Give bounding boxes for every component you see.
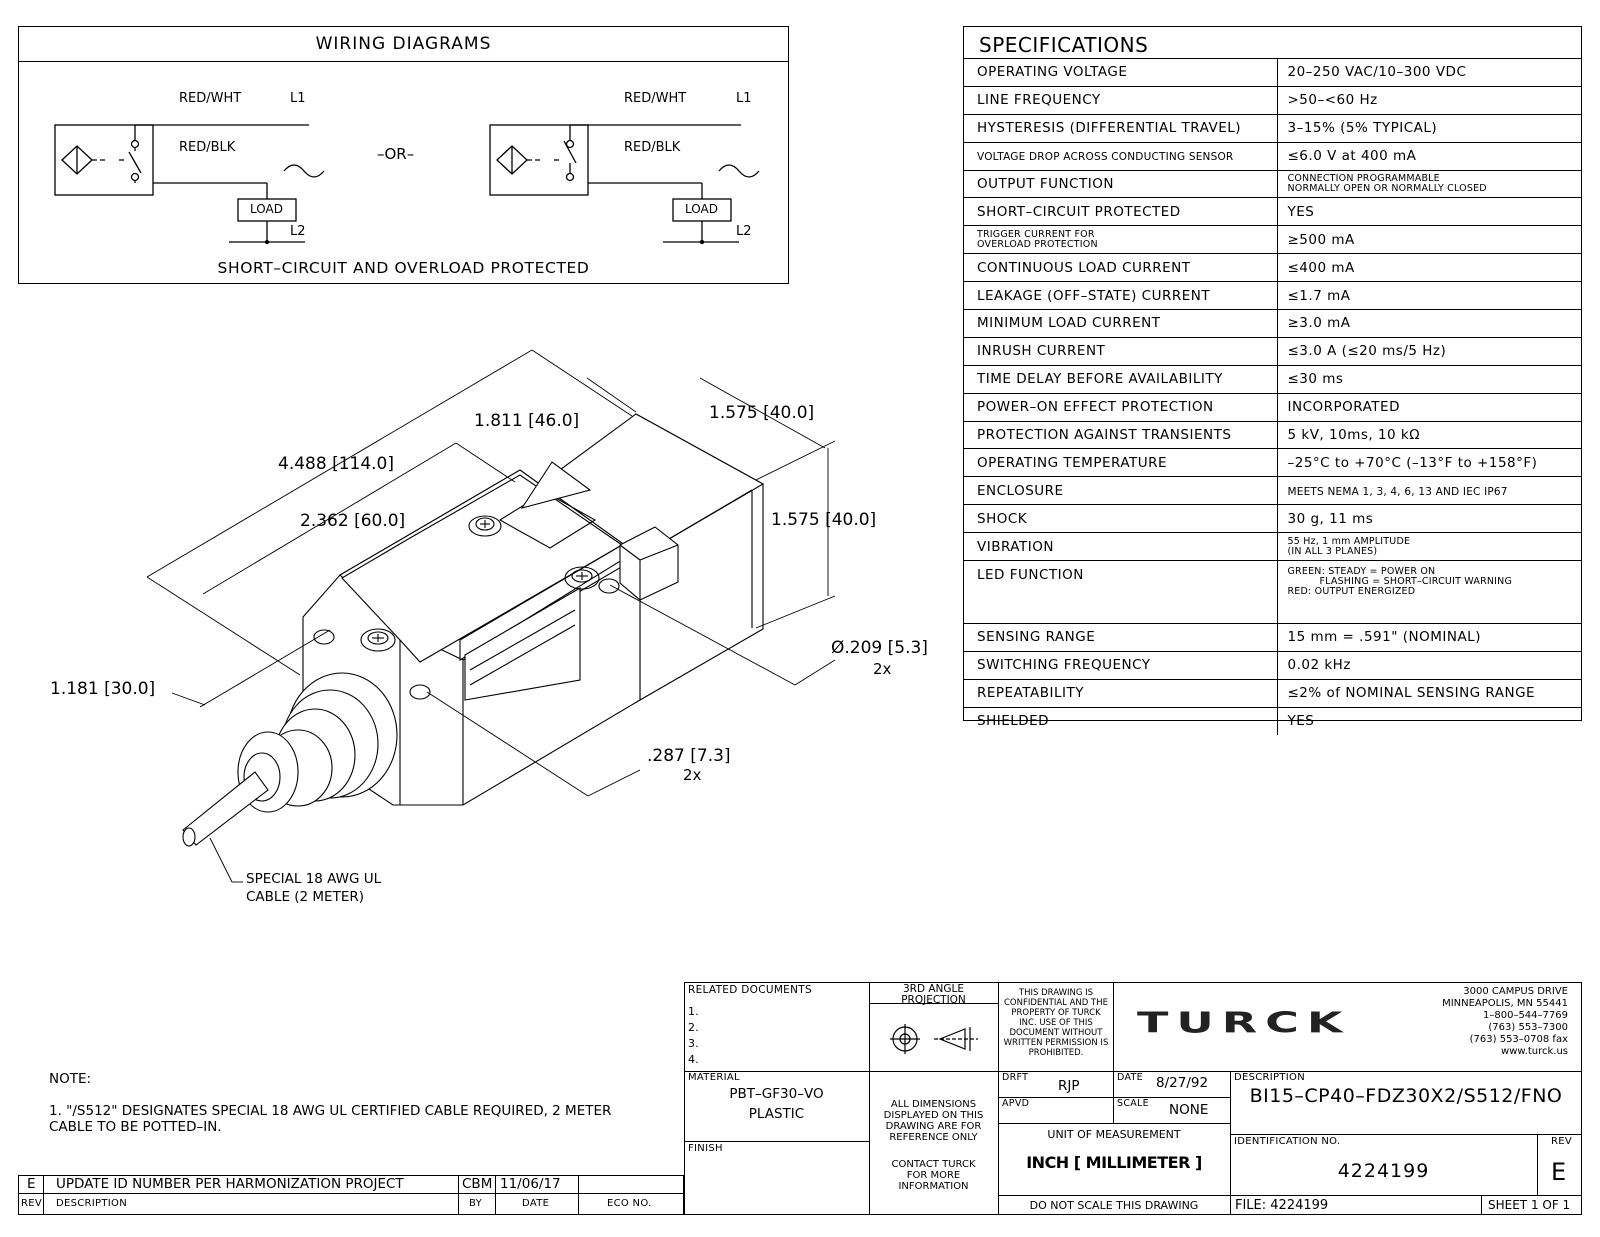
file-value: FILE: 4224199 <box>1235 1198 1329 1213</box>
label-red-blk-left: RED/BLK <box>179 140 236 155</box>
spec-row <box>964 114 1581 142</box>
wiring-footer: SHORT–CIRCUIT AND OVERLOAD PROTECTED <box>217 259 590 277</box>
label-or: –OR– <box>377 145 415 163</box>
drft-label: DRFT <box>1002 1072 1029 1083</box>
note-title: NOTE: <box>49 1071 92 1087</box>
spec-label: SHORT–CIRCUIT PROTECTED <box>964 198 1277 226</box>
projection-label-2: PROJECTION <box>901 994 966 1006</box>
related-doc-3: 3. <box>688 1037 700 1050</box>
rev-hdr-eco: ECO NO. <box>607 1198 652 1209</box>
spec-label: SHIELDED <box>977 713 1050 730</box>
spec-value: >50–<60 Hz <box>1277 86 1581 114</box>
scale-label: SCALE <box>1117 1098 1149 1109</box>
spec-label: TIME DELAY BEFORE AVAILABILITY <box>964 365 1277 393</box>
specifications-title: SPECIFICATIONS <box>964 27 1581 59</box>
spec-row <box>964 707 1581 734</box>
rev-hdr-date: DATE <box>522 1198 550 1209</box>
spec-value: 15 mm = .591" (NOMINAL) <box>1277 624 1581 652</box>
spec-row <box>964 86 1581 114</box>
note-line-2: CABLE TO BE POTTED–IN. <box>49 1119 222 1135</box>
spec-value: 30 g, 11 ms <box>1277 505 1581 533</box>
label-l2-left: L2 <box>290 224 306 239</box>
description-label: DESCRIPTION <box>1234 1072 1305 1083</box>
label-l1-right: L1 <box>736 91 752 106</box>
apvd-label: APVD <box>1002 1098 1030 1109</box>
unit-value: INCH [ MILLIMETER ] <box>1026 1153 1202 1172</box>
id-label: IDENTIFICATION NO. <box>1234 1136 1341 1147</box>
projection-label-1: 3RD ANGLE <box>902 983 965 995</box>
note-line-1: 1. "/S512" DESIGNATES SPECIAL 18 AWG UL CERTIFIED CABLE REQUIRED, 2 METER <box>49 1103 612 1119</box>
specifications-table <box>963 26 1582 730</box>
spec-row <box>964 59 1581 86</box>
label-load-right: LOAD <box>685 202 718 216</box>
sensor-isometric-drawing <box>0 300 960 920</box>
material-value-1: PBT–GF30–VO <box>729 1086 824 1102</box>
spec-label: SENSING RANGE <box>964 624 1277 652</box>
spec-row <box>964 393 1581 421</box>
label-l2-right: L2 <box>736 224 752 239</box>
dim-1575-side: 1.575 [40.0] <box>771 510 877 530</box>
spec-value: 5 kV, 10ms, 10 kΩ <box>1277 421 1581 449</box>
spec-label: REPEATABILITY <box>964 679 1277 707</box>
turck-logo: TURCK <box>1137 1006 1351 1040</box>
spec-value: ≤400 mA <box>1277 254 1581 282</box>
dim-2362: 2.362 [60.0] <box>300 511 406 531</box>
wiring-diagrams-panel <box>18 26 789 284</box>
related-docs-label: RELATED DOCUMENTS <box>688 984 812 996</box>
label-red-blk-right: RED/BLK <box>624 140 681 155</box>
rev-by: CBM <box>462 1176 493 1192</box>
date-label: DATE <box>1117 1072 1143 1083</box>
spec-value: YES <box>1277 707 1581 734</box>
spec-label: VOLTAGE DROP ACROSS CONDUCTING SENSOR <box>964 142 1277 170</box>
spec-label: SHOCK <box>964 505 1277 533</box>
label-l1-left: L1 <box>290 91 306 106</box>
rev-date: 11/06/17 <box>500 1176 561 1192</box>
dim-0209: Ø.209 [5.3] <box>831 638 928 658</box>
spec-value: INCORPORATED <box>1277 393 1581 421</box>
wiring-title: WIRING DIAGRAMS <box>315 34 492 54</box>
contact-note: CONTACT TURCK FOR MORE INFORMATION <box>891 1159 976 1192</box>
spec-row <box>964 421 1581 449</box>
label-red-wht-right: RED/WHT <box>624 91 687 106</box>
spec-rows <box>964 59 1581 735</box>
material-label: MATERIAL <box>688 1072 740 1083</box>
spec-row <box>964 198 1581 226</box>
spec-label: VIBRATION <box>964 533 1277 561</box>
spec-value: ≥3.0 mA <box>1277 310 1581 338</box>
spec-value: 3–15% (5% TYPICAL) <box>1277 114 1581 142</box>
spec-label: LINE FREQUENCY <box>964 86 1277 114</box>
spec-value: ≤6.0 V at 400 mA <box>1277 142 1581 170</box>
unit-label: UNIT OF MEASUREMENT <box>1047 1128 1181 1141</box>
rev-hdr-by: BY <box>469 1198 483 1209</box>
rev-hdr-rev: REV <box>21 1198 43 1209</box>
spec-value: ≤30 ms <box>1277 365 1581 393</box>
spec-value: GREEN: STEADY = POWER ON FLASHING = SHORT–CIRCUIT WARNING RED: OUTPUT ENERGIZED <box>1277 561 1581 624</box>
spec-row <box>964 365 1581 393</box>
spec-row <box>964 310 1581 338</box>
spec-row <box>964 477 1581 505</box>
spec-label: MINIMUM LOAD CURRENT <box>964 310 1277 338</box>
dim-1575-top: 1.575 [40.0] <box>709 403 815 423</box>
spec-label: PROTECTION AGAINST TRANSIENTS <box>964 421 1277 449</box>
ac-symbol-right <box>719 165 759 177</box>
spec-value: 0.02 kHz <box>1277 651 1581 679</box>
spec-value: ≤2% of NOMINAL SENSING RANGE <box>1277 679 1581 707</box>
dim-0287: .287 [7.3] <box>647 746 731 766</box>
spec-value: 55 Hz, 1 mm AMPLITUDE (IN ALL 3 PLANES) <box>1277 533 1581 561</box>
ac-symbol-left <box>284 165 324 177</box>
spec-label: HYSTERESIS (DIFFERENTIAL TRAVEL) <box>964 114 1277 142</box>
spec-label: SWITCHING FREQUENCY <box>964 651 1277 679</box>
related-doc-4: 4. <box>688 1053 700 1066</box>
description-value: BI15–CP40–FDZ30X2/S512/FNO <box>1249 1085 1563 1107</box>
spec-value: CONNECTION PROGRAMMABLE NORMALLY OPEN OR NORMALLY CLOSED <box>1277 170 1581 198</box>
rev-value: E <box>1551 1158 1567 1186</box>
spec-row <box>964 170 1581 198</box>
rev-hdr-desc: DESCRIPTION <box>56 1198 127 1209</box>
spec-row <box>964 679 1581 707</box>
confidential-notice: THIS DRAWING IS CONFIDENTIAL AND THE PROPERTY OF TURCK INC. USE OF THIS DOCUMENT WITHOUT WRITTEN PERMISSION IS PROHIBITED. <box>1003 988 1109 1058</box>
related-doc-1: 1. <box>688 1005 700 1018</box>
label-red-wht-left: RED/WHT <box>179 91 242 106</box>
spec-value: –25°C to +70°C (–13°F to +158°F) <box>1277 449 1581 477</box>
spec-row <box>964 282 1581 310</box>
date-value: 8/27/92 <box>1156 1075 1209 1091</box>
spec-row <box>964 624 1581 652</box>
material-value-2: PLASTIC <box>748 1106 805 1122</box>
spec-value: ≤1.7 mA <box>1277 282 1581 310</box>
spec-label: INRUSH CURRENT <box>964 337 1277 365</box>
all-dimensions-note: ALL DIMENSIONS DISPLAYED ON THIS DRAWING ARE FOR REFERENCE ONLY <box>883 1099 984 1143</box>
spec-label: TRIGGER CURRENT FOR OVERLOAD PROTECTION <box>964 226 1277 254</box>
scale-value: NONE <box>1169 1102 1209 1118</box>
cable <box>183 772 268 846</box>
spec-row <box>964 226 1581 254</box>
company-address: 3000 CAMPUS DRIVE MINNEAPOLIS, MN 55441 1–800–544–7769 (763) 553–7300 (763) 553–0708 fax www.turck.us <box>1442 986 1568 1057</box>
spec-label: OPERATING VOLTAGE <box>964 59 1277 86</box>
drft-value: RJP <box>1058 1078 1080 1094</box>
spec-row <box>964 254 1581 282</box>
spec-row <box>964 561 1581 624</box>
finish-label: FINISH <box>688 1143 723 1154</box>
rev-label: REV <box>1551 1136 1573 1147</box>
spec-value: ≤3.0 A (≤20 ms/5 Hz) <box>1277 337 1581 365</box>
sheet-value: SHEET 1 OF 1 <box>1488 1198 1571 1212</box>
spec-row <box>964 337 1581 365</box>
spec-label: CONTINUOUS LOAD CURRENT <box>964 254 1277 282</box>
spec-value: YES <box>1277 198 1581 226</box>
spec-row <box>964 142 1581 170</box>
spec-value: 20–250 VAC/10–300 VDC <box>1277 59 1581 86</box>
spec-label: OPERATING TEMPERATURE <box>964 449 1277 477</box>
spec-label: ENCLOSURE <box>964 477 1277 505</box>
dim-0287-count: 2x <box>683 766 702 784</box>
rev-description: UPDATE ID NUMBER PER HARMONIZATION PROJECT <box>56 1176 404 1192</box>
spec-label: OUTPUT FUNCTION <box>964 170 1277 198</box>
no-scale-note: DO NOT SCALE THIS DRAWING <box>1029 1199 1199 1212</box>
cable-note-2: CABLE (2 METER) <box>246 889 365 905</box>
dim-1811: 1.811 [46.0] <box>474 411 580 431</box>
dim-0209-count: 2x <box>873 660 892 678</box>
rev-letter: E <box>27 1176 36 1192</box>
related-doc-2: 2. <box>688 1021 700 1034</box>
spec-value: ≥500 mA <box>1277 226 1581 254</box>
cable-note-1: SPECIAL 18 AWG UL <box>246 871 382 887</box>
label-load-left: LOAD <box>250 202 283 216</box>
dim-1181: 1.181 [30.0] <box>50 679 156 699</box>
third-angle-projection-icon <box>890 1022 980 1056</box>
dim-4488: 4.488 [114.0] <box>278 454 395 474</box>
spec-label: LEAKAGE (OFF–STATE) CURRENT <box>964 282 1277 310</box>
spec-value: MEETS NEMA 1, 3, 4, 6, 13 AND IEC IP67 <box>1277 477 1581 505</box>
spec-row <box>964 449 1581 477</box>
spec-row <box>964 505 1581 533</box>
id-value: 4224199 <box>1337 1160 1430 1182</box>
spec-label: POWER–ON EFFECT PROTECTION <box>964 393 1277 421</box>
spec-row <box>964 651 1581 679</box>
spec-row <box>964 533 1581 561</box>
spec-label: LED FUNCTION <box>964 561 1277 624</box>
